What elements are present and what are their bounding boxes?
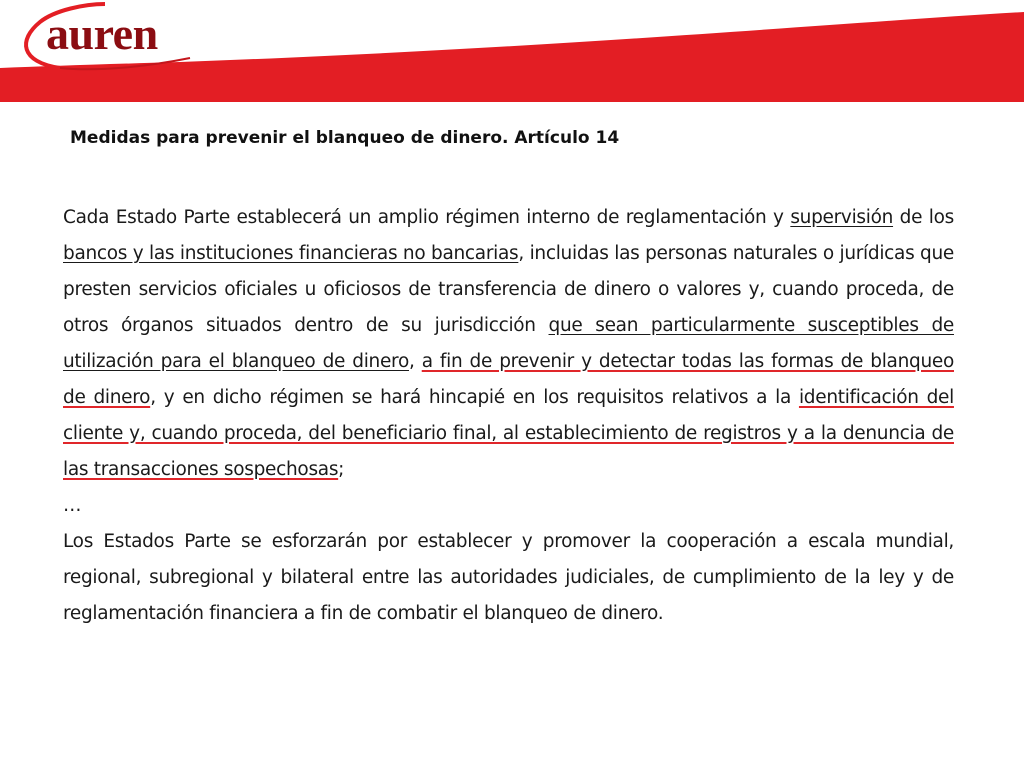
paragraph-1 [63,200,954,488]
underlined-supervision: supervisión [790,207,894,228]
ellipsis: … [63,495,82,516]
page-title: Medidas para prevenir el blanqueo de dinero. Artículo 14 [70,128,620,148]
paragraph-2: Los Estados Parte se esforzarán por establecer y promover la cooperación a escala mundial, regional, subregional y bilateral entre las autoridades judiciales, de cumplimiento de la ley y de reglamentación financiera a fin de combatir el blanqueo de dinero. [63,531,954,624]
red-underlined-purpose: a fin de prevenir y detectar todas las formas de blanqueo de dinero [63,351,954,408]
text-segment: , [408,351,422,372]
auren-logo: auren [46,8,158,59]
text-segment: , incluidas las personas naturales o jurídicas que presten servicios oficiales u oficiosos de transferencia de dinero o valores y, cuando proceda, de otros órganos situados dentro de su jurisdicción [63,243,954,336]
underlined-susceptible: que sean particularmente susceptibles de utilización para el blanqueo de dinero [63,315,954,372]
text-segment: ; [338,459,345,480]
red-underlined-requirements: identificación del cliente y, cuando proceda, del beneficiario final, al establecimiento de registros y a la denuncia de las transacciones sospechosas [63,387,954,480]
underlined-banks: bancos y las instituciones financieras no bancarias [63,243,519,264]
text-segment: Cada Estado Parte establecerá un amplio régimen interno de reglamentación y [63,207,791,228]
header-banner [0,0,1024,105]
text-segment: de los [893,207,954,228]
text-segment: , y en dicho régimen se hará hincapié en los requisitos relativos a la [150,387,799,408]
article-body [63,200,954,632]
